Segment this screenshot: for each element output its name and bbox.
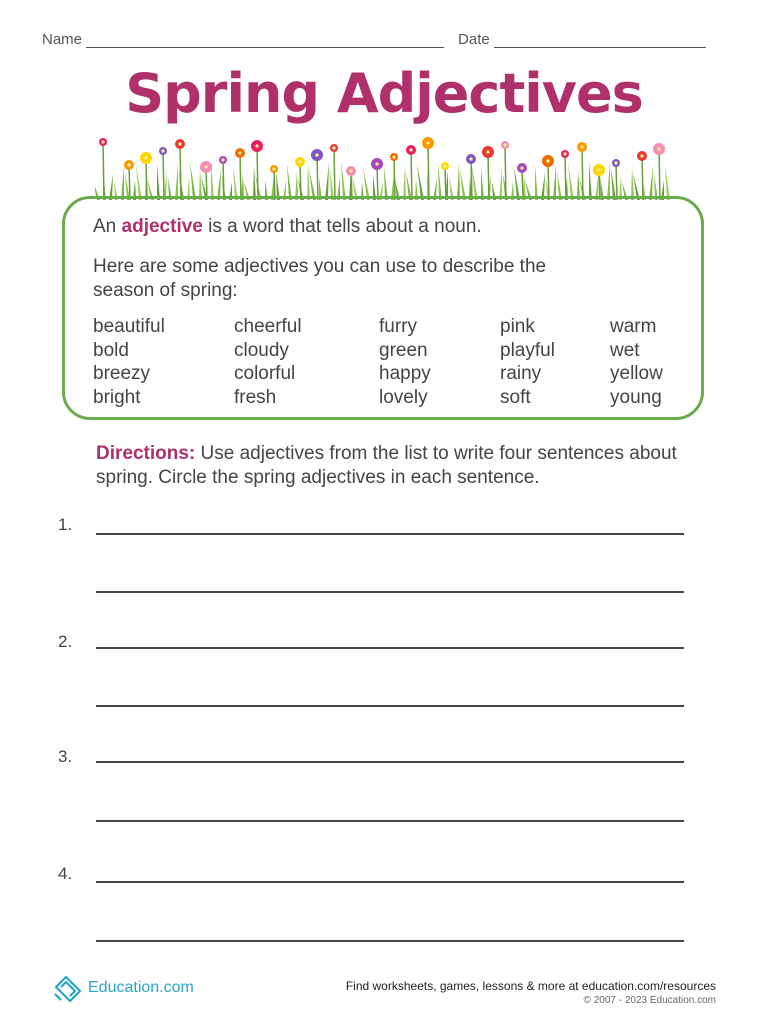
word-item: rainy [500,363,542,384]
word-item: playful [500,339,555,361]
word-list-intro: Here are some adjectives you can use to describe the season of spring: [93,256,547,301]
writing-line[interactable] [96,881,684,883]
grass-blade [403,165,406,200]
writing-line[interactable] [96,820,684,822]
word-item: happy [379,363,431,384]
adjective-word-list [93,315,701,411]
flower-stem [471,159,472,200]
name-field[interactable] [86,33,444,48]
flower-stem [582,147,583,200]
word-column [93,315,165,409]
grass-blade [438,163,442,200]
flower-center [255,144,258,147]
word-item: young [610,386,662,408]
line-number: 1. [58,515,73,534]
word-item: warm [610,316,657,337]
grass-blade [607,161,610,200]
directions-label: Directions: [96,443,196,464]
flower-center [469,157,472,160]
flower-stem [394,157,395,200]
flower-center [349,169,352,172]
word-column [610,315,663,409]
footer-link-text[interactable]: Find worksheets, games, lessons & more at education.com/resources [345,979,716,993]
grass-blade [384,166,388,200]
flower-center [614,161,617,164]
flower-center [580,145,583,148]
flower-center [221,158,224,161]
date-field[interactable] [494,33,706,48]
flower-center [546,159,549,162]
grass-blade [190,162,196,200]
line-number: 4. [58,864,73,883]
grass-blade [553,164,556,200]
directions-text: Use adjectives from the list to write four sentences about spring. Circle the spring adjectives in each sentence. [96,443,677,488]
writing-line[interactable] [96,940,684,942]
word-item: beautiful [93,316,165,337]
flower-stem [129,165,130,200]
writing-line[interactable] [96,705,684,707]
flower-center [178,142,181,145]
flower-center [204,165,207,168]
word-item: pink [500,316,535,337]
word-item: bright [93,386,141,408]
word-item: colorful [234,363,296,384]
word-item: bold [93,339,129,361]
grass-blade [175,163,178,200]
flower-stem [334,148,335,200]
flower-center [332,146,335,149]
flower-stem [163,151,164,200]
word-item: lovely [379,386,428,408]
flower-stem [659,149,660,200]
flower-center [597,168,600,171]
brand-name: Education.com [88,979,194,996]
definition-term: adjective [121,216,203,237]
writing-line[interactable] [96,647,684,649]
word-item: breezy [93,363,151,384]
grass-blade [253,166,256,200]
flower-center [392,155,395,158]
flower-stem [240,153,241,200]
grass-blade [568,163,574,200]
definition [93,215,701,239]
flower-stem [180,144,181,200]
grass-blade [287,164,292,200]
word-item: furry [379,316,417,337]
grass-blade [307,163,310,200]
grass-blade [665,165,670,200]
flower-center [486,150,489,153]
flower-center [375,162,378,165]
flower-stem [223,160,224,200]
education-logo[interactable] [52,973,194,1003]
word-item: fresh [234,386,277,408]
date-label: Date [458,31,490,48]
flower-center [409,148,412,151]
word-item: cloudy [234,339,289,361]
flower-center [238,151,241,154]
flower-center [272,167,275,170]
grass-blade [417,164,424,200]
flower-center [315,153,318,156]
grass-blade [341,161,346,200]
education-logo-icon [52,973,84,1003]
flower-center [503,143,506,146]
copyright: © 2007 - 2023 Education.com [583,995,716,1006]
grass-blade [157,164,160,200]
grass-blade [649,166,653,200]
flower-stem [616,163,617,200]
flower-center [298,160,301,163]
flower-stem [300,162,301,200]
flower-stem [257,146,258,200]
flower-stem [317,155,318,200]
flower-center [127,163,130,166]
flower-center [520,166,523,169]
grass-blade [589,162,592,200]
writing-line[interactable] [96,533,684,535]
flower-center [443,164,446,167]
word-item: yellow [610,363,663,384]
word-item: soft [500,386,531,408]
flower-center [144,156,147,159]
definition-prefix: An [93,216,117,237]
name-date-header [42,31,722,48]
word-column [379,315,431,409]
word-item: wet [610,339,640,361]
line-number: 2. [58,632,73,651]
flower-center [657,147,660,150]
grass-blade [325,162,329,200]
grass-blade [121,166,124,200]
footer [346,979,716,1006]
page-title: Spring Adjectives [125,62,643,125]
grass-blade [457,162,460,200]
flower-stem [411,150,412,200]
flower-center [426,141,429,144]
grass-blade [136,165,142,200]
line-number: 3. [58,747,73,766]
flower-stem [445,166,446,200]
directions [96,442,696,490]
flower-stem [505,145,506,200]
definition-suffix: is a word that tells about a noun. [208,216,482,237]
flower-stem [488,152,489,200]
word-item: cheerful [234,316,302,337]
writing-line[interactable] [96,591,684,593]
flower-stem [565,154,566,200]
flower-stem [428,143,429,200]
flower-stem [103,142,104,200]
word-column [500,315,555,409]
flower-center [101,140,104,143]
adjective-info-box [62,196,704,420]
word-column [234,315,302,409]
flower-stem [146,158,147,200]
flower-garden-illustration [95,128,675,200]
writing-line[interactable] [96,761,684,763]
flower-center [563,152,566,155]
flower-stem [642,156,643,200]
name-label: Name [42,31,83,48]
grass-blade [535,165,538,200]
word-item: green [379,339,428,361]
flower-center [640,154,643,157]
flower-center [161,149,164,152]
